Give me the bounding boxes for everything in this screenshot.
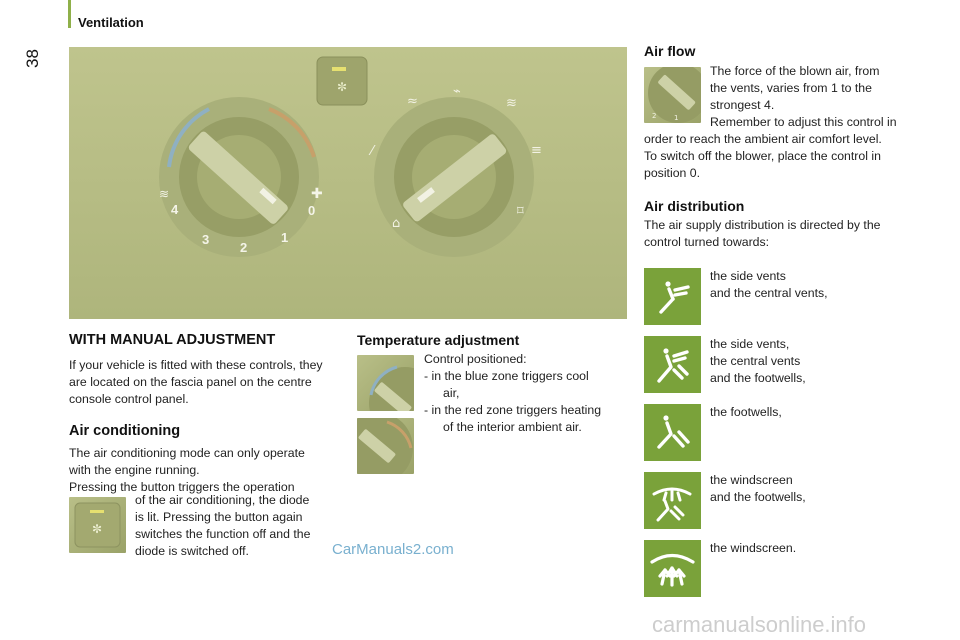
svg-text:⌂: ⌂ xyxy=(392,216,401,231)
ac-button-thumbnail xyxy=(69,497,126,553)
side-central-vents-icon xyxy=(644,268,701,325)
svg-text:≈: ≈ xyxy=(407,94,418,109)
site-watermark[interactable]: CarManuals2.com xyxy=(332,541,454,558)
svg-text:✼: ✼ xyxy=(91,522,103,536)
footer-watermark: carmanualsonline.info xyxy=(652,612,867,637)
svg-text:≡: ≡ xyxy=(531,143,542,158)
air-flow-text xyxy=(644,131,924,182)
temperature-dial-thumbnail xyxy=(357,355,414,411)
temperature-dial-red-thumbnail xyxy=(357,418,414,474)
text-line: with the engine running. xyxy=(69,463,200,477)
air-flow-title: Air flow xyxy=(644,43,696,59)
text-line: - in the red zone triggers heating xyxy=(424,403,602,417)
svg-text:1: 1 xyxy=(674,114,679,122)
ac-button-illustration xyxy=(69,497,126,553)
distribution-option-text: the windscreen and the footwells, xyxy=(710,473,806,504)
text-line: Pressing the button triggers the operation xyxy=(69,480,295,494)
blower-dial-thumbnail xyxy=(644,67,701,123)
text-line: of the interior ambient air. xyxy=(443,420,582,434)
air-distribution-intro xyxy=(644,217,924,251)
control-panel-illustration xyxy=(69,47,627,319)
text-line: switches the function off and the xyxy=(135,527,311,541)
temperature-adjustment-title: Temperature adjustment xyxy=(357,332,520,348)
control-panel-photo xyxy=(69,47,627,319)
text-line: The force of the blown air, from xyxy=(710,64,880,78)
footwells-icon xyxy=(644,404,701,461)
air-flow-text-wrapped xyxy=(710,63,920,131)
text-line: of the air conditioning, the diode xyxy=(135,493,310,507)
dial-number-4: 4 xyxy=(171,202,179,217)
text-line: To switch off the blower, place the control in xyxy=(644,149,881,163)
text-line: The air supply distribution is directed by the xyxy=(644,218,881,232)
text-line: air, xyxy=(443,386,460,400)
air-distribution-title: Air distribution xyxy=(644,198,745,214)
section-marker-bar xyxy=(68,0,71,28)
air-conditioning-text-wrapped xyxy=(135,492,335,560)
text-line: is lit. Pressing the button again xyxy=(135,510,303,524)
windscreen-icon xyxy=(644,540,701,597)
fan-icon: ✚ xyxy=(311,185,323,201)
dial-number-2: 2 xyxy=(240,240,248,255)
air-conditioning-title: Air conditioning xyxy=(69,423,181,439)
text-line: - in the blue zone triggers cool xyxy=(424,369,589,383)
distribution-option-text: the side vents and the central vents, xyxy=(710,269,828,300)
distribution-option-text: the footwells, xyxy=(710,405,782,419)
svg-text:✼: ✼ xyxy=(336,80,348,94)
text-line: Remember to adjust this control in xyxy=(710,115,897,129)
page-number: 38 xyxy=(23,49,42,68)
text-line: order to reach the ambient air comfort level. xyxy=(644,132,882,146)
vents-footwells-icon xyxy=(644,336,701,393)
dial-number-0: 0 xyxy=(308,203,316,218)
text-line: control turned towards: xyxy=(644,235,770,249)
text-line: the vents, varies from 1 to the xyxy=(710,81,872,95)
distribution-option-text: the side vents, the central vents and the footwells, xyxy=(710,337,806,385)
manual-adjustment-text: If your vehicle is fitted with these controls, they are located on the fascia panel on the centre console control panel. xyxy=(69,358,323,406)
manual-adjustment-title: WITH MANUAL ADJUSTMENT xyxy=(69,332,276,348)
dial-number-3: 3 xyxy=(202,232,210,247)
defrost-rear-icon: ≋ xyxy=(159,187,170,201)
temperature-adjustment-text xyxy=(424,351,629,436)
distribution-option-text: the windscreen. xyxy=(710,541,797,555)
section-title: Ventilation xyxy=(78,15,144,30)
svg-text:⌁: ⌁ xyxy=(453,84,461,99)
dial-number-1: 1 xyxy=(281,230,289,245)
temperature-dial-illustration xyxy=(357,355,414,411)
text-line: The air conditioning mode can only operate xyxy=(69,446,305,460)
text-line: Control positioned: xyxy=(424,352,527,366)
svg-text:2: 2 xyxy=(652,112,657,120)
windscreen-footwells-icon xyxy=(644,472,701,529)
blower-dial-illustration xyxy=(644,67,701,123)
air-conditioning-text xyxy=(69,445,339,496)
text-line: position 0. xyxy=(644,166,701,180)
temperature-dial-red-illustration xyxy=(357,418,414,474)
svg-text:≋: ≋ xyxy=(506,96,517,111)
text-line: diode is switched off. xyxy=(135,544,249,558)
svg-text:⌑: ⌑ xyxy=(517,204,524,219)
text-line: strongest 4. xyxy=(710,98,775,112)
svg-text:⁄: ⁄ xyxy=(371,144,374,159)
